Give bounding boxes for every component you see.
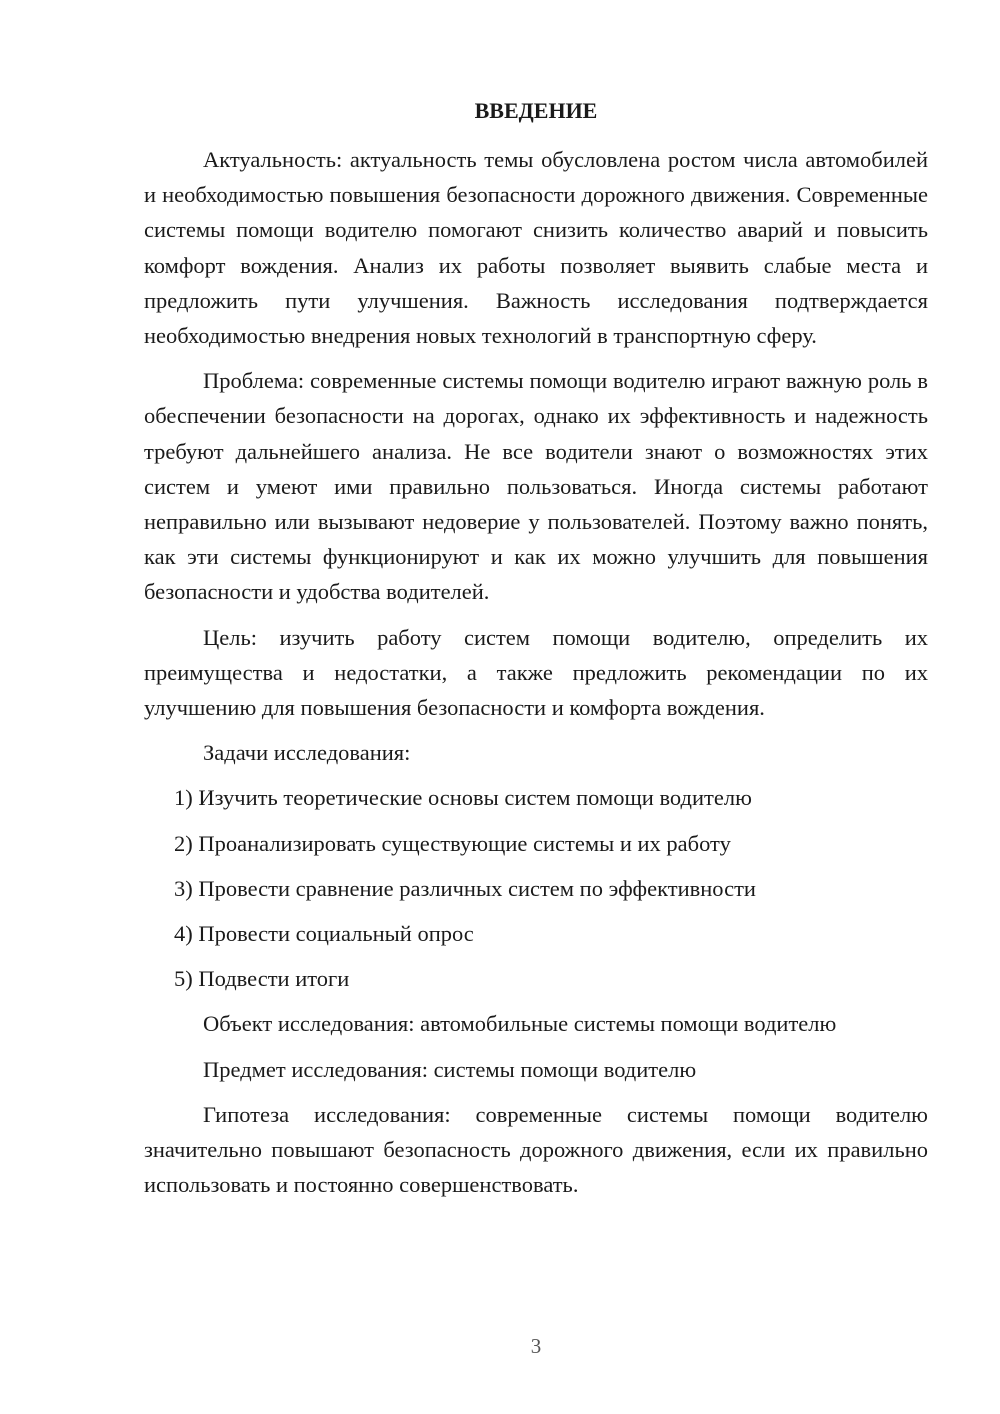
hypothesis-paragraph: Гипотеза исследования: современные системы помощи водителю значительно повышают безопасность дорожного движения, если их правильно использовать и постоянно совершенствовать. <box>144 1101 928 1198</box>
relevance-paragraph: Актуальность: актуальность темы обусловлена ростом числа автомобилей и необходимостью повышения безопасности дорожного движения. Современные системы помощи водителю помогают снизить количество аварий и повысить комфорт вождения. Анализ их работы позволяет выявить слабые места и предложить пути улучшения. Важность исследования подтверждается необходимостью внедрения новых технологий в транспортную сферу. <box>144 147 928 349</box>
task-item: 5) Подвести итоги <box>174 966 350 992</box>
problem-paragraph: Проблема: современные системы помощи водителю играют важную роль в обеспечении безопасности на дорогах, однако их эффективность и надежность требуют дальнейшего анализа. Не все водители знают о возможностях этих систем и умеют ими правильно пользоваться. Иногда системы работают неправильно или вызывают недоверие у пользователей. Поэтому важно понять, как эти системы функционируют и как их можно улучшить для повышения безопасности и удобства водителей. <box>144 368 928 605</box>
goal-paragraph: Цель: изучить работу систем помощи водителю, определить их преимущества и недостатки, а также предложить рекомендации по их улучшению для повышения безопасности и комфорта вождения. <box>144 624 928 721</box>
task-item: 4) Провести социальный опрос <box>174 921 474 947</box>
task-item: 1) Изучить теоретические основы систем помощи водителю <box>174 785 752 811</box>
task-item: 3) Провести сравнение различных систем по эффективности <box>174 875 756 901</box>
tasks-heading: Задачи исследования: <box>203 740 411 766</box>
tasks-list <box>144 780 928 996</box>
research-object: Объект исследования: автомобильные системы помощи водителю <box>203 1011 837 1037</box>
page-title: ВВЕДЕНИЕ <box>474 98 598 123</box>
document-body <box>144 142 928 1212</box>
task-item: 2) Проанализировать существующие системы и их работу <box>174 830 731 856</box>
research-subject: Предмет исследования: системы помощи водителю <box>203 1056 697 1082</box>
page-number: 3 <box>530 1334 542 1358</box>
